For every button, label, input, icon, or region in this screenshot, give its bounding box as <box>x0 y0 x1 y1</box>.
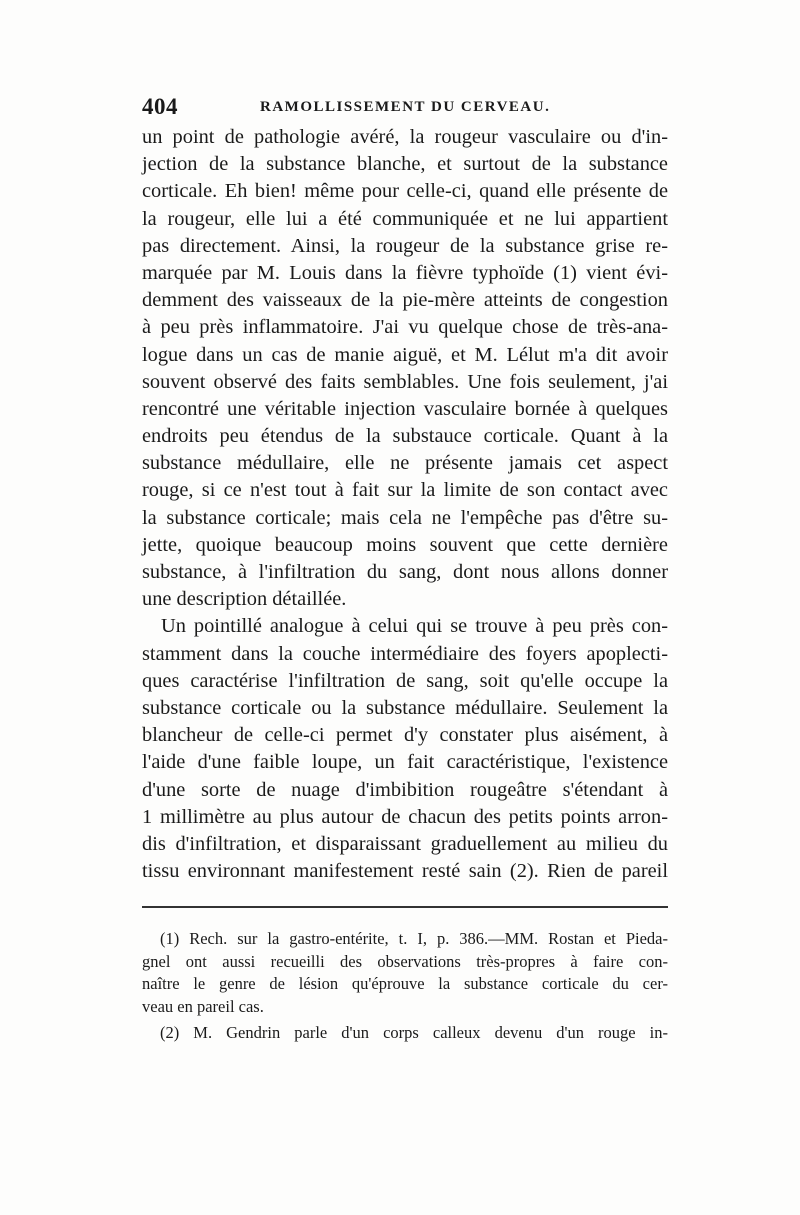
body-line: demment des vaisseaux de la pie-mère atteints de congestion <box>142 289 668 312</box>
body-line: dis d'infiltration, et disparaissant graduellement au milieu du <box>142 832 668 855</box>
footnote-divider <box>142 906 668 908</box>
body-text <box>142 124 668 885</box>
body-line: la substance corticale; mais cela ne l'empêche pas d'être su- <box>142 506 668 529</box>
body-line: tissu environnant manifestement resté sain (2). Rien de pareil <box>142 860 668 883</box>
footnote-line: veau en pareil cas. <box>142 996 264 1016</box>
footnote-line: (2) M. Gendrin parle d'un corps calleux devenu d'un rouge in- <box>160 1023 668 1042</box>
body-line: jection de la substance blanche, et surtout de la substance <box>142 153 668 176</box>
running-head <box>142 94 666 124</box>
body-line: corticale. Eh bien! même pour celle-ci, quand elle présente de <box>142 180 668 203</box>
footnote-line: (1) Rech. sur la gastro-entérite, t. I, p. 386.—MM. Rostan et Pieda- <box>160 929 668 948</box>
body-line: à peu près inflammatoire. J'ai vu quelque chose de très-ana- <box>142 316 668 339</box>
body-line: un point de pathologie avéré, la rougeur vasculaire ou d'in- <box>142 126 668 148</box>
body-line: ques caractérise l'infiltration de sang, soit qu'elle occupe la <box>142 669 668 692</box>
body-line: jette, quoique beaucoup moins souvent que cette dernière <box>142 533 668 556</box>
body-line: 1 millimètre au plus autour de chacun des petits points arron- <box>142 805 668 828</box>
body-line: une description détaillée. <box>142 588 347 611</box>
body-line: substance médullaire, elle ne présente jamais cet aspect <box>142 452 668 475</box>
body-line: souvent observé des faits semblables. Une fois seulement, j'ai <box>142 370 668 393</box>
body-line: rouge, si ce n'est tout à fait sur la limite de son contact avec <box>142 479 668 502</box>
footnote-line: naître le genre de lésion qu'éprouve la substance corticale du cer- <box>142 974 668 993</box>
body-line: endroits peu étendus de la substauce corticale. Quant à la <box>142 425 668 448</box>
page-number: 404 <box>142 94 178 119</box>
body-line: la rougeur, elle lui a été communiquée et ne lui appartient <box>142 207 668 230</box>
body-line: marquée par M. Louis dans la fièvre typhoïde (1) vient évi- <box>142 261 668 284</box>
body-line: d'une sorte de nuage d'imbibition rougeâtre s'étendant à <box>142 778 668 801</box>
body-line: l'aide d'une faible loupe, un fait caractéristique, l'existence <box>142 751 668 774</box>
body-line: substance, à l'infiltration du sang, dont nous allons donner <box>142 561 668 583</box>
body-line: substance corticale ou la substance médullaire. Seulement la <box>142 696 668 719</box>
running-title: RAMOLLISSEMENT DU CERVEAU. <box>260 99 551 115</box>
paragraph-start-line: Un pointillé analogue à celui qui se trouve à peu près con- <box>161 615 668 638</box>
body-line: rencontré une véritable injection vasculaire bornée à quelques <box>142 397 668 420</box>
footnotes <box>142 928 668 1045</box>
body-line: pas directement. Ainsi, la rougeur de la substance grise re- <box>142 234 668 257</box>
body-line: stamment dans la couche intermédiaire des foyers apoplecti- <box>142 642 668 665</box>
footnote-line: gnel ont aussi recueilli des observations très-propres à faire con- <box>142 951 668 971</box>
body-line: logue dans un cas de manie aiguë, et M. Lélut m'a dit avoir <box>142 343 668 366</box>
body-line: blancheur de celle-ci permet d'y constater plus aisément, à <box>142 724 668 747</box>
